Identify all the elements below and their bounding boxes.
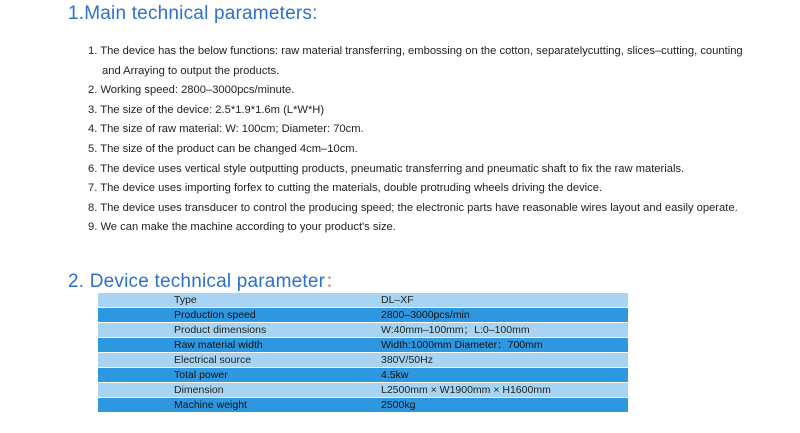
table-row	[98, 338, 628, 353]
item-number: 4.	[88, 123, 98, 136]
param-value: Width:1000mm Diameter：700mm	[381, 338, 628, 353]
list-item	[88, 160, 788, 180]
list-item	[88, 140, 788, 160]
device-parameter-table	[98, 293, 628, 413]
param-value: L2500mm × W1900mm × H1600mm	[381, 383, 628, 398]
param-key: Product dimensions	[98, 323, 381, 338]
table-row	[98, 323, 628, 338]
list-item	[88, 120, 788, 140]
table-row	[98, 398, 628, 413]
list-item	[88, 42, 788, 62]
item-text: The size of the product can be changed 4cm–10cm.	[100, 142, 358, 155]
item-number: 3.	[88, 103, 98, 116]
param-value: 2500kg	[381, 398, 628, 413]
item-text: The device has the below functions: raw material transferring, embossing on the cotton, separatelycutting, slices–cutting, counting	[100, 45, 743, 57]
param-key: Dimension	[98, 383, 381, 398]
section-2-title: 2. Device technical parameter	[68, 271, 326, 292]
table-row	[98, 353, 628, 368]
item-text: Working speed: 2800–3000pcs/minute.	[100, 84, 295, 97]
section-2-heading	[68, 266, 344, 293]
item-text: The device uses vertical style outputting products, pneumatic transferring and pneumatic shaft to fix the raw materials.	[100, 162, 685, 175]
param-key: Machine weight	[98, 398, 381, 413]
parameter-list	[88, 42, 788, 238]
param-value: 2800–3000pcs/min	[381, 308, 628, 323]
heading-colon: ：	[325, 271, 345, 292]
param-value: W:40mm–100mm；L:0–100mm	[381, 323, 628, 338]
item-number: 2.	[88, 84, 98, 97]
list-item	[88, 101, 788, 121]
table-row	[98, 293, 628, 308]
list-item	[88, 218, 788, 238]
param-key: Electrical source	[98, 353, 381, 368]
table-row	[98, 368, 628, 383]
param-value: 4.5kw	[381, 368, 628, 383]
param-key: Type	[98, 293, 381, 308]
item-text: The size of the device: 2.5*1.9*1.6m (L*W*H)	[100, 103, 325, 116]
list-item	[88, 81, 788, 101]
list-item	[88, 199, 788, 219]
item-text: The size of raw material: W: 100cm; Diameter: 70cm.	[100, 123, 364, 136]
param-key: Production speed	[98, 308, 381, 323]
item-text: We can make the machine according to your product's size.	[100, 221, 396, 234]
list-item-continuation: and Arraying to output the products.	[102, 64, 280, 77]
param-key: Raw material width	[98, 338, 381, 353]
item-number: 1.	[88, 45, 98, 57]
item-text: The device uses importing forfex to cutting the materials, double protruding wheels driving the device.	[100, 182, 603, 195]
param-value: DL–XF	[381, 293, 628, 308]
item-number: 9.	[88, 221, 98, 234]
item-text: The device uses transducer to control the producing speed; the electronic parts have reasonable wires layout and easily operate.	[100, 201, 738, 214]
table-row	[98, 308, 628, 323]
item-number: 7.	[88, 182, 98, 195]
item-number: 5.	[88, 142, 98, 155]
param-value: 380V/50Hz	[381, 353, 628, 368]
item-number: 6.	[88, 162, 98, 175]
section-1-heading: 1.Main technical parameters:	[68, 3, 318, 24]
table-row	[98, 383, 628, 398]
param-key: Total power	[98, 368, 381, 383]
item-number: 8.	[88, 201, 98, 214]
list-item	[88, 179, 788, 199]
